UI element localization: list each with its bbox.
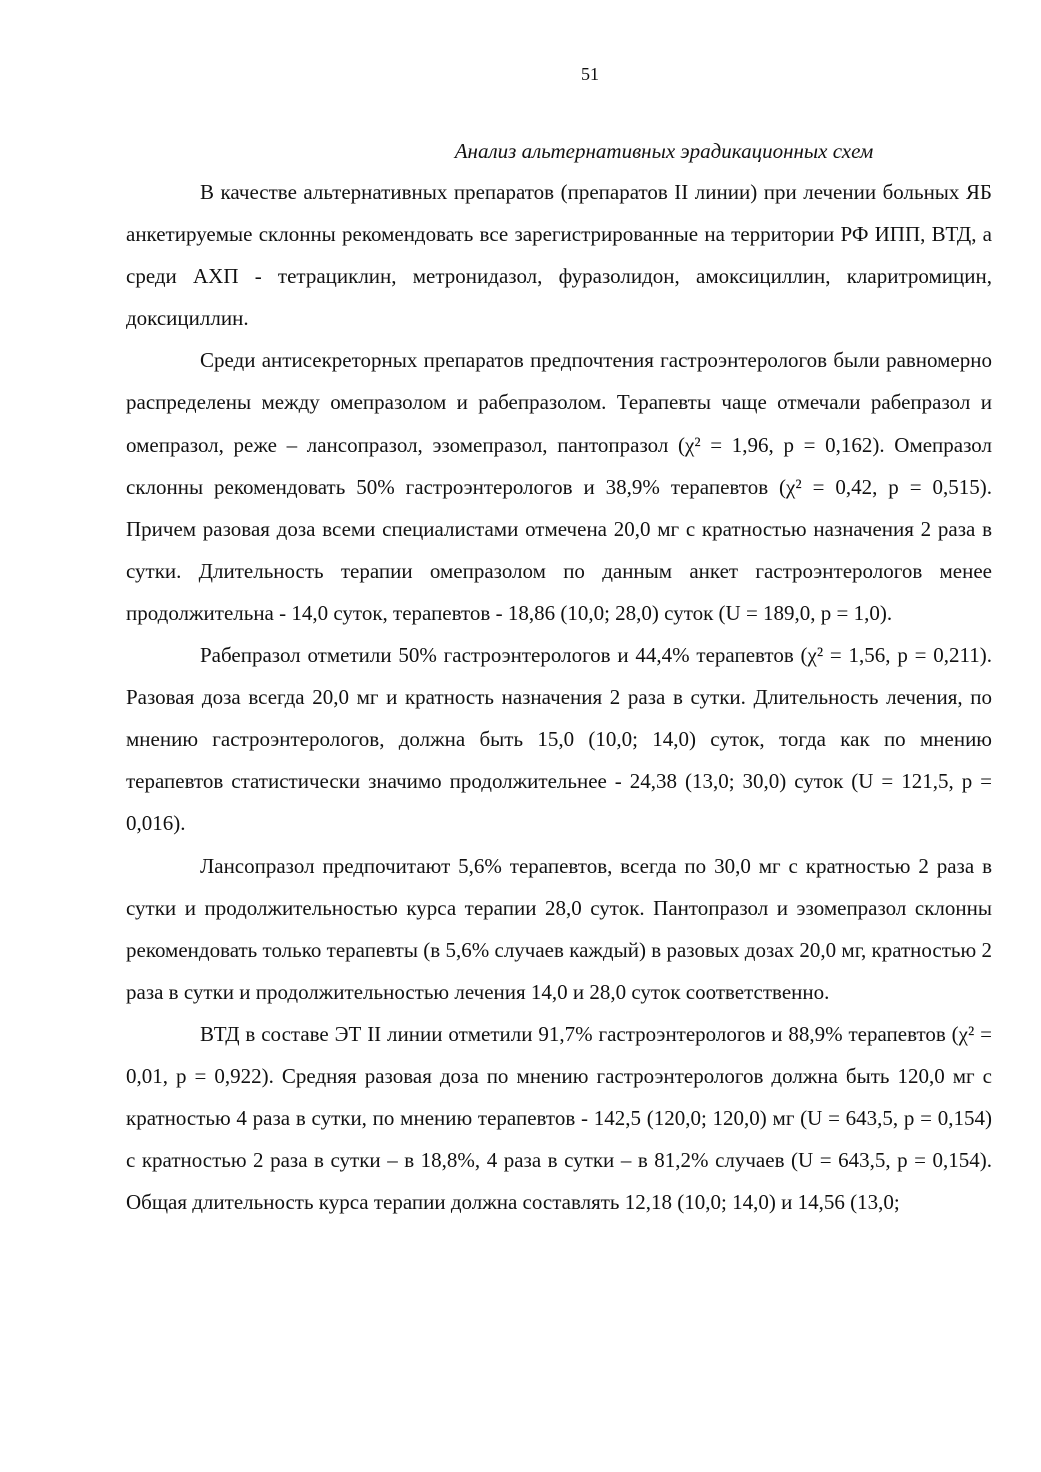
paragraph: В качестве альтернативных препаратов (препаратов II линии) при лечении больных ЯБ анкетируемые склонны рекомендовать все зарегистрированные на территории РФ ИПП, ВТД, а среди АХП - тетрациклин, метронидазол, фуразолидон, амоксициллин, кларитромицин, доксициллин.: [126, 180, 992, 331]
body-text: [126, 171, 992, 1223]
paragraph: Среди антисекреторных препаратов предпочтения гастроэнтерологов были равномерно распределены между омепразолом и рабепразолом. Терапевты чаще отмечали рабепразол и омепразол, реже – лансопразол, эзомепразол, пантопразол (χ² = 1,96, p = 0,162). Омепразол склонны рекомендовать 50% гастроэнтерологов и 38,9% терапевтов (χ² = 0,42, p = 0,515). Причем разовая доза всеми специалистами отмечена 20,0 мг с кратностью назначения 2 раза в сутки. Длительность терапии омепразолом по данным анкет гастроэнтерологов менее продолжительна - 14,0 суток, терапевтов - 18,86 (10,0; 28,0) суток (U = 189,0, p = 1,0).: [126, 348, 992, 625]
paragraph: Рабепразол отметили 50% гастроэнтерологов и 44,4% терапевтов (χ² = 1,56, p = 0,211). Разовая доза всегда 20,0 мг и кратность назначения 2 раза в сутки. Длительность лечения, по мнению гастроэнтерологов, должна быть 15,0 (10,0; 14,0) суток, тогда как по мнению терапевтов статистически значимо продолжительнее - 24,38 (13,0; 30,0) суток (U = 121,5, p = 0,016).: [126, 643, 992, 836]
paragraph: Лансопразол предпочитают 5,6% терапевтов, всегда по 30,0 мг с кратностью 2 раза в сутки и продолжительностью курса терапии 28,0 суток. Пантопразол и эзомепразол склонны рекомендовать только терапевты (в 5,6% случаев каждый) в разовых дозах 20,0 мг, кратностью 2 раза в сутки и продолжительностью лечения 14,0 и 28,0 суток соответственно.: [126, 853, 992, 1004]
paragraph: ВТД в составе ЭТ II линии отметили 91,7% гастроэнтерологов и 88,9% терапевтов (χ² = 0,01, p = 0,922). Средняя разовая доза по мнению гастроэнтерологов должна быть 120,0 мг с кратностью 4 раза в сутки, по мнению терапевтов - 142,5 (120,0; 120,0) мг (U = 643,5, p = 0,154) с кратностью 2 раза в сутки – в 18,8%, 4 раза в сутки – в 81,2% случаев (U = 643,5, p = 0,154). Общая длительность курса терапии должна составлять 12,18 (10,0; 14,0) и 14,56 (13,0;: [126, 1021, 992, 1215]
section-title: Анализ альтернативных эрадикационных схем: [454, 139, 874, 163]
page-number: 51: [581, 64, 599, 84]
